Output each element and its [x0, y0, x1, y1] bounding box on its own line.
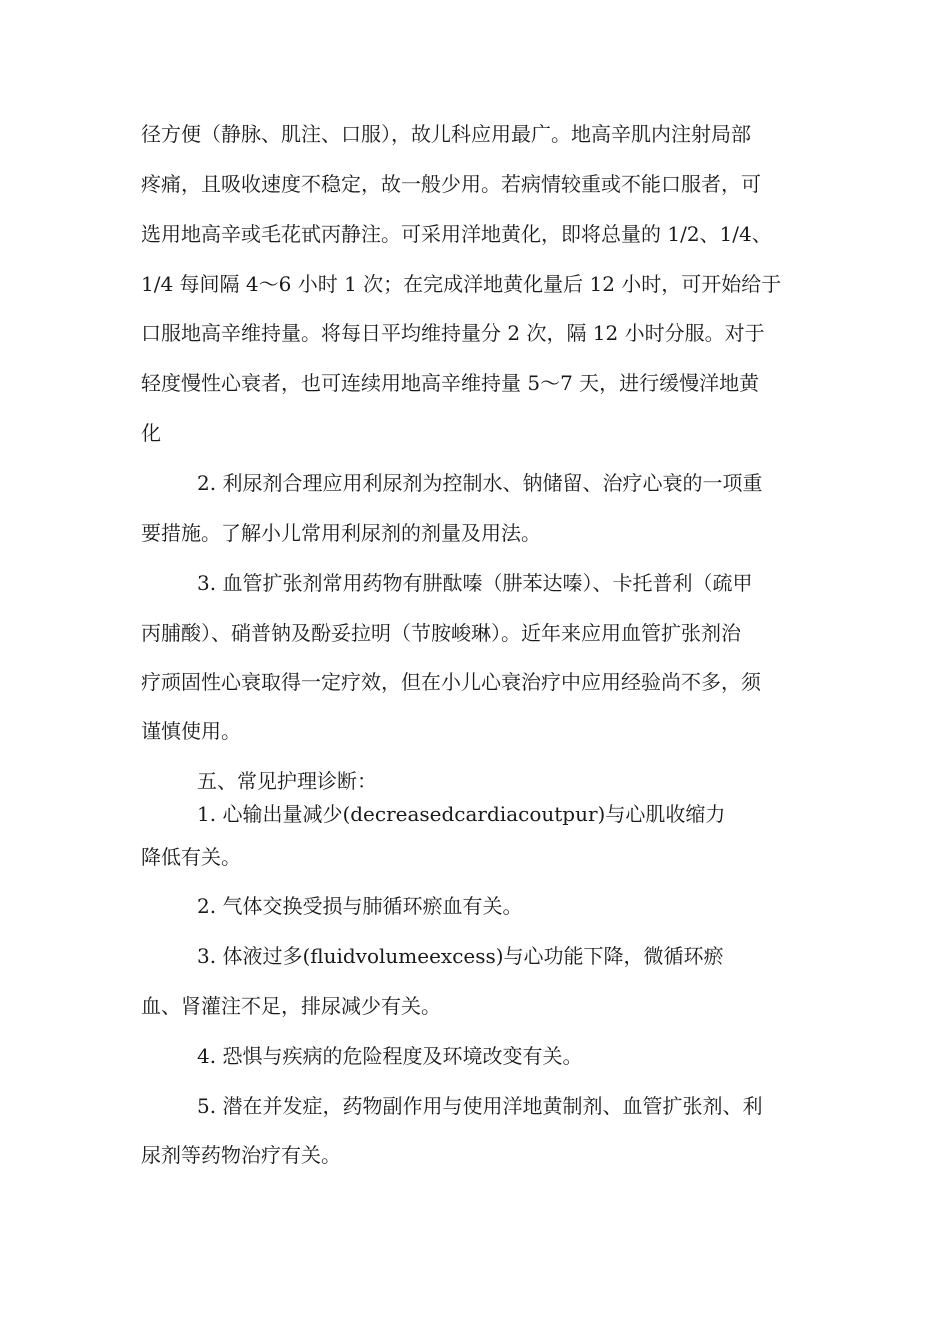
- diagnosis-item-2: 2. 气体交换受损与肺循环瘀血有关。: [197, 894, 523, 918]
- paragraph-line: 疼痛，且吸收速度不稳定，故一般少用。若病情较重或不能口服者，可: [141, 172, 761, 196]
- paragraph-line: 要措施。了解小儿常用利尿剂的剂量及用法。: [141, 521, 541, 545]
- list-item-vasodilators: 3. 血管扩张剂常用药物有肼酞嗪（肼苯达嗪）、卡托普利（疏甲: [197, 571, 753, 595]
- paragraph-line: 谨慎使用。: [141, 719, 241, 743]
- section-heading: 五、常见护理诊断：: [197, 769, 377, 793]
- list-item-diuretics: 2. 利尿剂合理应用利尿剂为控制水、钠储留、治疗心衰的一项重: [197, 471, 763, 495]
- diagnosis-item-5: 5. 潜在并发症，药物副作用与使用洋地黄制剂、血管扩张剂、利: [197, 1094, 763, 1118]
- paragraph-line: 化: [141, 421, 161, 445]
- paragraph-line: 口服地高辛维持量。将每日平均维持量分 2 次，隔 12 小时分服。对于: [141, 321, 765, 345]
- paragraph-line: 尿剂等药物治疗有关。: [141, 1143, 341, 1167]
- paragraph-line: 血、肾灌注不足，排尿减少有关。: [141, 994, 441, 1018]
- paragraph-line: 选用地高辛或毛花甙丙静注。可采用洋地黄化，即将总量的 1/2、1/4、: [141, 222, 772, 246]
- paragraph-line: 径方便（静脉、肌注、口服），故儿科应用最广。地高辛肌内注射局部: [141, 122, 751, 146]
- paragraph-line: 丙脯酸）、硝普钠及酚妥拉明（节胺峻琳）。近年来应用血管扩张剂治: [141, 621, 741, 645]
- diagnosis-item-3: 3. 体液过多(fluidvolumeexcess)与心功能下降，微循环瘀: [197, 944, 724, 968]
- paragraph-line: 疗顽固性心衰取得一定疗效，但在小儿心衰治疗中应用经验尚不多，须: [141, 670, 761, 694]
- paragraph-line: 降低有关。: [141, 845, 241, 869]
- diagnosis-item-1: 1. 心输出量减少(decreasedcardiacoutpur)与心肌收缩力: [197, 802, 726, 826]
- paragraph-line: 轻度慢性心衰者，也可连续用地高辛维持量 5～7 天，进行缓慢洋地黄: [141, 371, 760, 395]
- paragraph-line: 1/4 每间隔 4～6 小时 1 次；在完成洋地黄化量后 12 小时，可开始给于: [141, 272, 782, 296]
- diagnosis-item-4: 4. 恐惧与疾病的危险程度及环境改变有关。: [197, 1044, 583, 1068]
